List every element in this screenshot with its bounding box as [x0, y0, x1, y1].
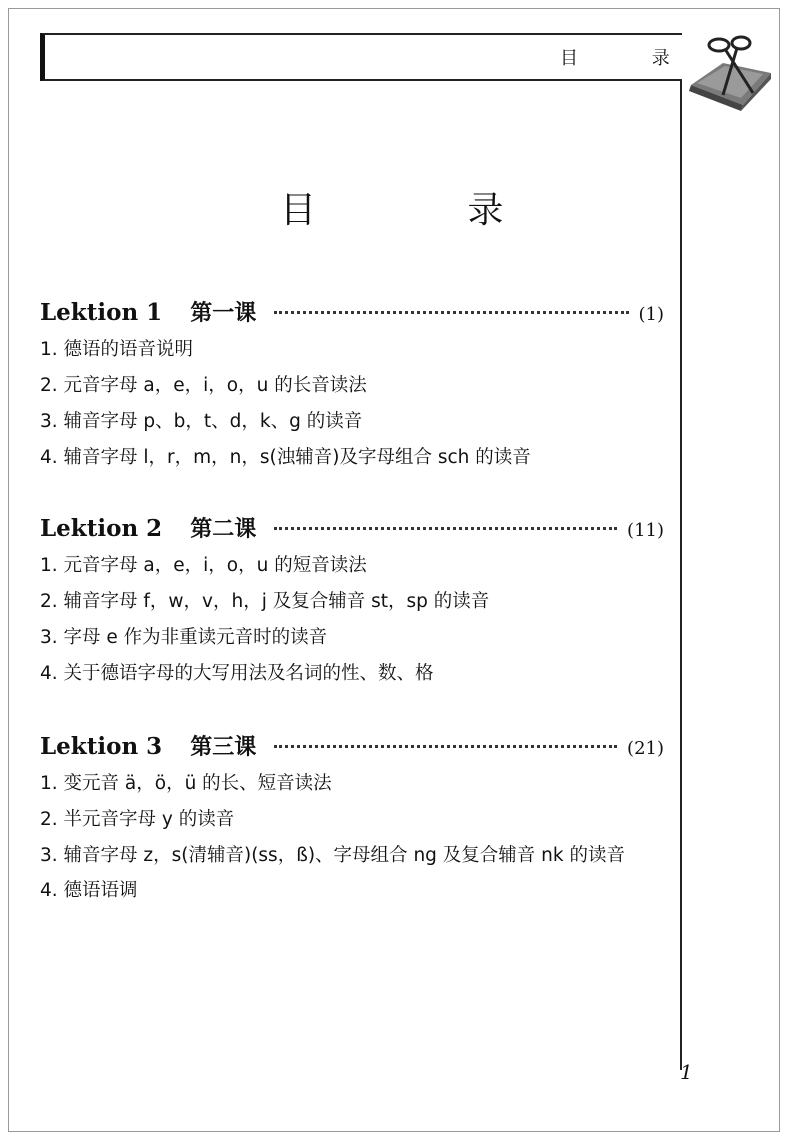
lesson-page-number: (11) — [627, 520, 664, 541]
dot-leader — [274, 311, 628, 314]
lesson-1-heading[interactable] — [40, 296, 664, 332]
topic-item: 4. 关于德语字母的大写用法及名词的性、数、格 — [40, 663, 434, 684]
topic-item: 4. 辅音字母 l，r，m，n，s(浊辅音)及字母组合 sch 的读音 — [40, 447, 531, 468]
running-header-title: 目 录 — [560, 48, 704, 69]
lesson-title: 第一课 — [190, 301, 257, 326]
dot-leader — [274, 745, 617, 748]
lesson-1-topics — [40, 332, 664, 476]
topic-item: 2. 元音字母 a，e，i，o，u 的长音读法 — [40, 375, 367, 396]
lesson-label: Lektion 1 — [40, 299, 163, 326]
lesson-3-topics — [40, 766, 664, 909]
lesson-title: 第三课 — [190, 735, 257, 760]
topic-item: 2. 辅音字母 f，w，v，h，j 及复合辅音 st，sp 的读音 — [40, 591, 490, 612]
topic-item: 3. 辅音字母 p、b，t、d，k、g 的读音 — [40, 411, 363, 432]
lesson-page-number: (21) — [627, 738, 664, 759]
page-number: 1 — [680, 1060, 693, 1084]
toc-title: 目 录 — [280, 190, 574, 231]
lesson-label: Lektion 2 — [40, 515, 163, 542]
topic-item: 3. 字母 e 作为非重读元音时的读音 — [40, 627, 328, 648]
dot-leader — [274, 527, 617, 530]
topic-item: 1. 变元音 ä，ö，ü 的长、短音读法 — [40, 773, 332, 794]
lesson-label: Lektion 3 — [40, 733, 163, 760]
lesson-1-section — [40, 296, 664, 476]
lesson-3-section — [40, 730, 664, 909]
lesson-2-topics — [40, 548, 664, 692]
lesson-3-heading[interactable] — [40, 730, 664, 766]
topic-item: 3. 辅音字母 z，s(清辅音)(ss，ß)、字母组合 ng 及复合辅音 nk 的读音 — [40, 845, 625, 866]
topic-item: 4. 德语语调 — [40, 880, 138, 901]
right-margin-rule — [680, 80, 682, 1070]
lesson-2-section — [40, 512, 664, 692]
scissors-paper-icon — [683, 33, 773, 113]
lesson-title: 第二课 — [190, 517, 257, 542]
topic-item: 1. 元音字母 a，e，i，o，u 的短音读法 — [40, 555, 367, 576]
topic-item: 1. 德语的语音说明 — [40, 339, 194, 360]
topic-item: 2. 半元音字母 y 的读音 — [40, 809, 235, 830]
lesson-page-number: (1) — [638, 304, 664, 325]
lesson-2-heading[interactable] — [40, 512, 664, 548]
